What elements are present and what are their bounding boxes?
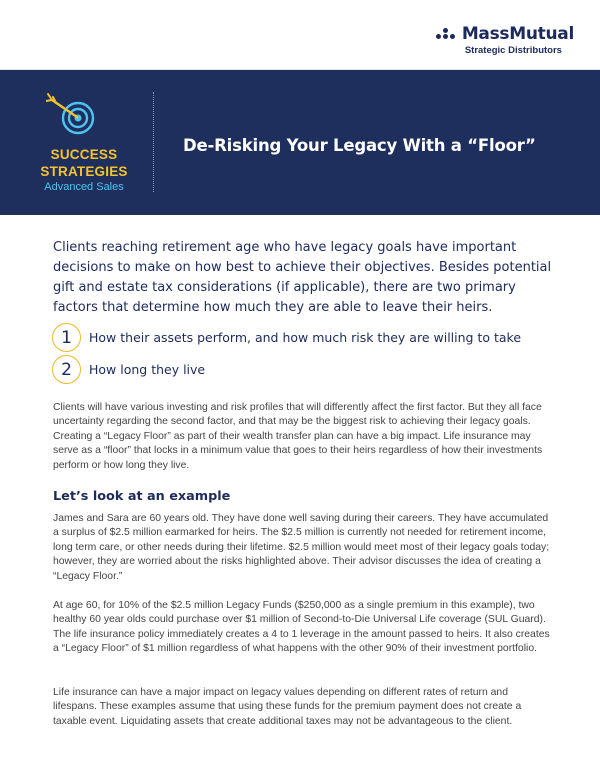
- factor-item-2: [52, 355, 205, 384]
- brand-subtitle: Strategic Distributors: [464, 45, 562, 56]
- target-arrow-icon: [46, 92, 98, 140]
- brand-name: MassMutual: [461, 24, 574, 44]
- body-paragraph-1: Clients will have various investing and risk profiles that will differently affect the first factor. But they all face uncertainty regarding the second factor, and that may be the biggest risk to achieving their legacy goals. Creating a “Legacy Floor” as part of their wealth transfer plan can have a big impact. Life insurance may serve as a “floor” that locks in a minimum value that goes to their heirs regardless of how their investments perform or how long they live.: [53, 402, 543, 471]
- body-paragraph-3: At age 60, for 10% of the $2.5 million Legacy Funds ($250,000 as a single premium in this example), two healthy 60 year olds could purchase over $1 million of Second-to-Die Universal Life coverage (SUL Guard). The life insurance policy immediately creates a 4 to 1 leverage in the amount passed to heirs. It also creates a “Legacy Floor” of $1 million regardless of what happens with the other 90% of their investment portfolio.: [53, 600, 550, 655]
- intro-paragraph: Clients reaching retirement age who have legacy goals have important decisions to make on how best to achieve their objectives. Besides potential gift and estate tax considerations (if applicable), there are two primary factors that determine how much they are able to leave their heirs.: [53, 240, 552, 315]
- factor-item-1: [52, 323, 521, 352]
- body-paragraph-4: Life insurance can have a major impact on legacy values depending on different rates of return and lifespans. These examples assume that using these funds for the premium payment does not create a taxable event. Liquidating assets that create additional taxes may not be advantageous to the client.: [53, 687, 522, 727]
- series-title-line1: SUCCESS: [50, 147, 118, 162]
- massmutual-dots-icon: [436, 28, 458, 40]
- factor-text: How their assets perform, and how much risk they are willing to take: [89, 330, 522, 345]
- title-banner: [0, 70, 600, 215]
- example-heading: Let’s look at an example: [53, 489, 231, 504]
- page-header: [0, 0, 600, 70]
- body-paragraph-2: James and Sara are 60 years old. They have done well saving during their careers. They have accumulated a surplus of $2.5 million earmarked for heirs. The $2.5 million is currently not needed for retirement income, long term care, or other needs during their lifetime. $2.5 million would meet most of their legacy goals today; however, they are worried about the risks highlighted above. Their advisor discusses the idea of creating a “Legacy Floor.”: [53, 513, 550, 582]
- banner-divider: [153, 92, 154, 192]
- factor-number-badge: 2: [52, 355, 81, 384]
- page-title: De-Risking Your Legacy With a “Floor”: [183, 136, 536, 155]
- series-title-line2: STRATEGIES: [40, 164, 128, 179]
- factor-text: How long they live: [89, 362, 206, 377]
- series-subtitle: Advanced Sales: [44, 181, 124, 193]
- massmutual-logo: [436, 24, 574, 56]
- factor-number-badge: 1: [52, 323, 81, 352]
